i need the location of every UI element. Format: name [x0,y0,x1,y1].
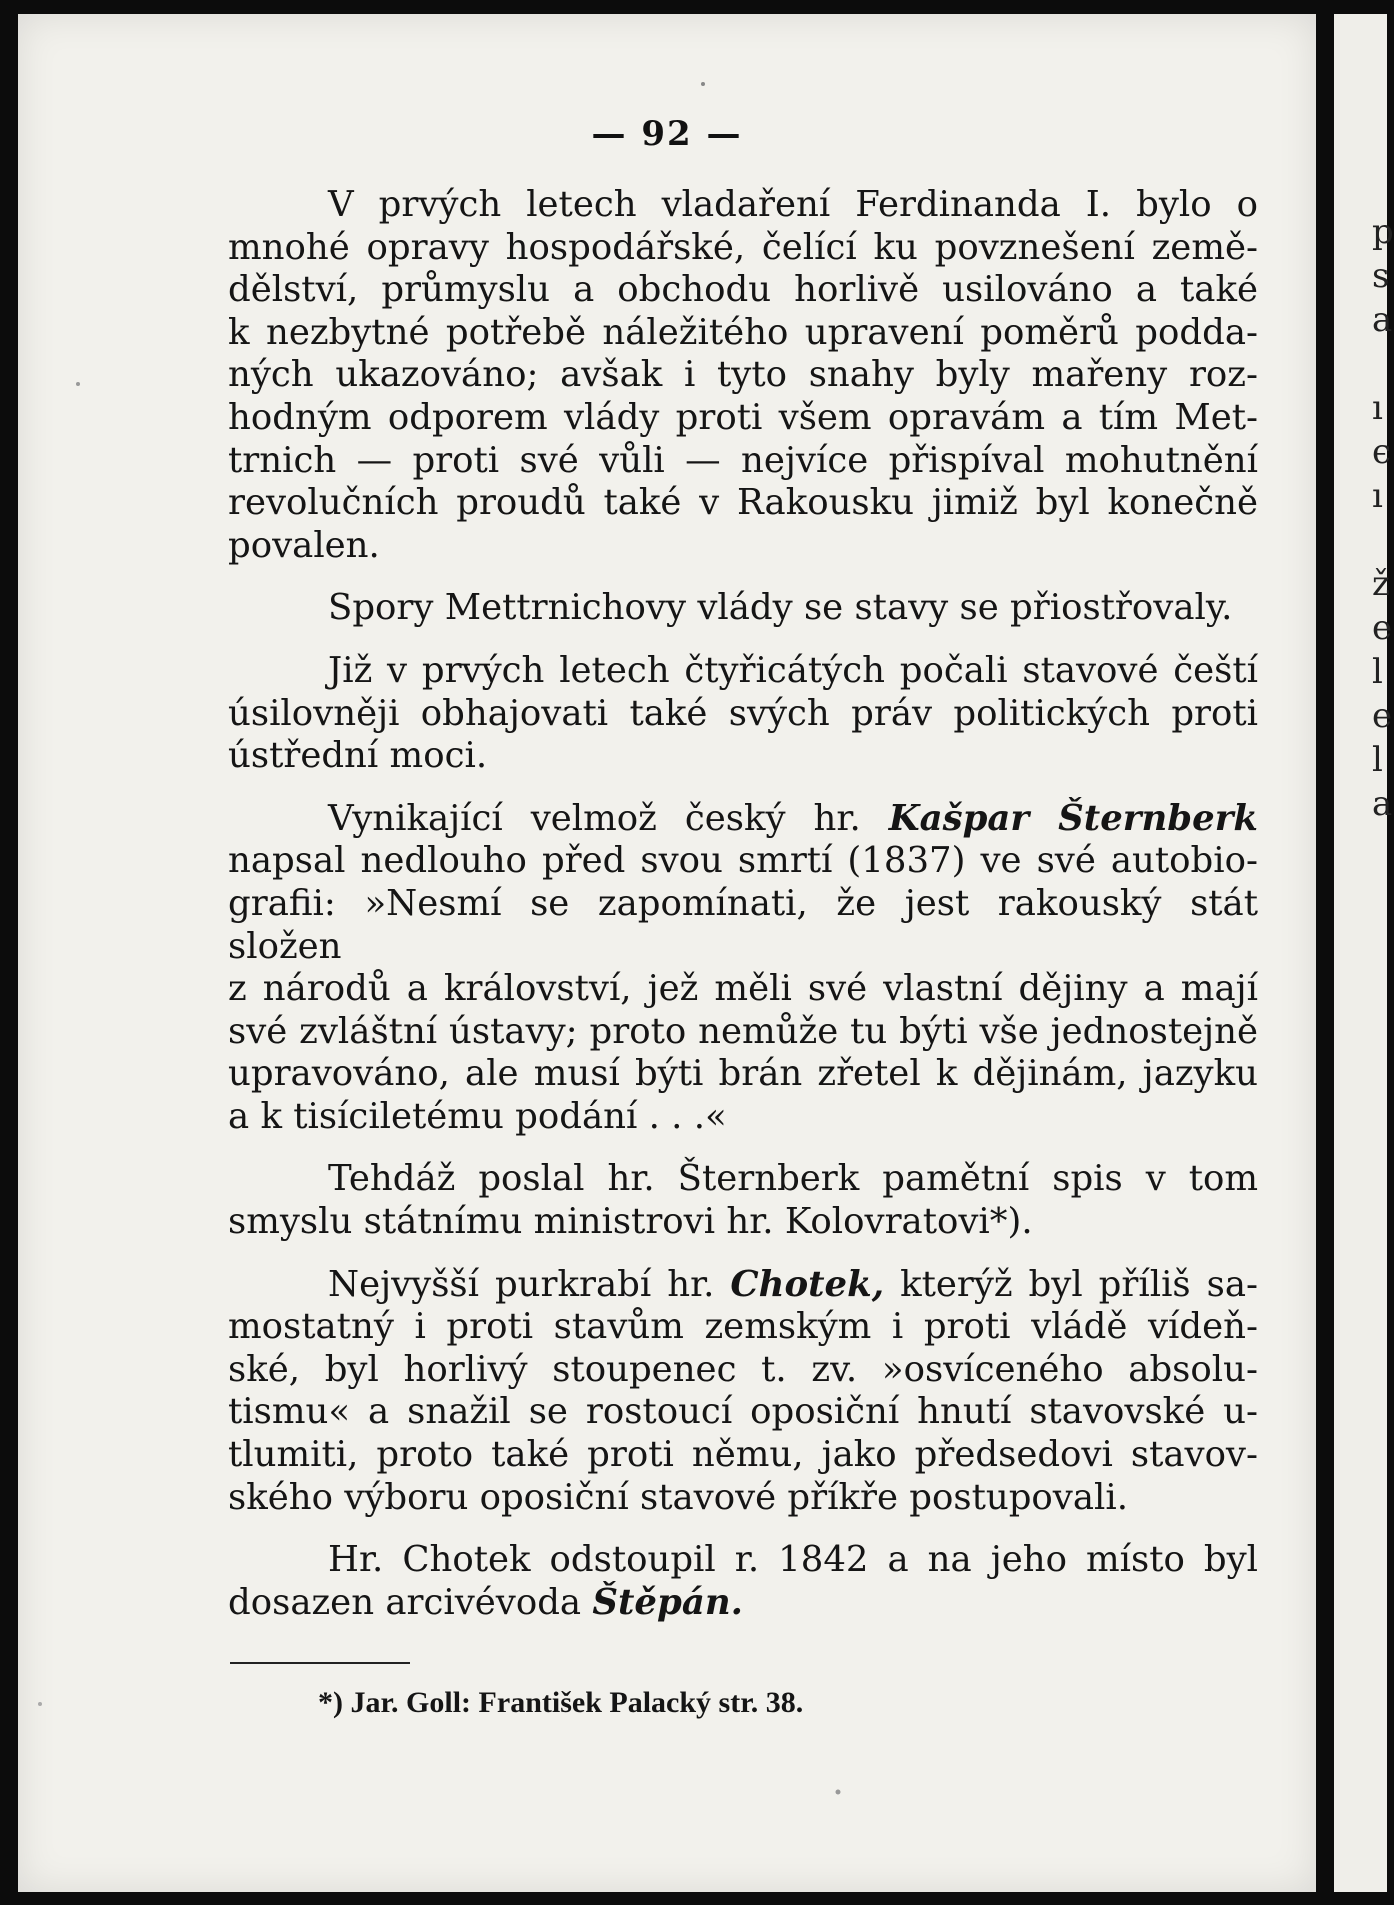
text-line: tlumiti, proto také proti němu, jako předsedovi stavov- [228,1434,1258,1476]
text-line: úsilovněji obhajovati také svých práv politických proti [228,692,1258,734]
body-text [228,184,1258,1644]
text-line [228,798,1258,841]
speck [76,382,80,386]
text-line: V prvých letech vladaření Ferdinanda I. bylo o [328,184,1258,225]
text-line: ných ukazováno; avšak i tyto snahy byly mařeny roz- [228,354,1258,396]
speck [38,1702,42,1706]
text-run: Vynikající velmož český hr. [328,797,889,839]
person-name: Kašpar Šternberk [888,797,1259,839]
footnote-divider [230,1662,410,1664]
text-line [228,1264,1258,1307]
text-line: své zvláštní ústavy; proto nemůže tu býti vše jednostejně [228,1010,1258,1052]
text-line: mostatný i proti stavům zemským i proti vládě vídeň- [228,1306,1258,1348]
text-line: ské, byl horlivý stoupenec t. zv. »osvíceného absolu- [228,1348,1258,1390]
person-name: Štěpán. [592,1581,744,1623]
book-gutter [1316,0,1334,1905]
facing-page-edge [1334,14,1394,1892]
paragraph-7 [228,1539,1258,1624]
text-line: revolučních proudů také v Rakousku jimiž byl konečně [228,482,1258,524]
text-line: ústřední moci. [228,735,488,777]
paragraph-6 [228,1264,1258,1520]
text-line: trnich — proti své vůli — nejvíce přispíval mohutnění [228,439,1258,481]
paragraph-2 [228,587,1258,630]
speck [701,82,705,86]
paragraph-1 [228,184,1258,567]
paragraph-5 [228,1158,1258,1243]
page-number: — 92 — [591,114,743,154]
speck [836,1790,841,1795]
text-line: tismu« a snažil se rostoucí oposiční hnutí stavovské u- [228,1391,1258,1433]
text-line: dělství, průmyslu a obchodu horlivě usilováno a také [228,269,1258,311]
text-line: upravováno, ale musí býti brán zřetel k dějinám, jazyku [228,1053,1258,1095]
text-line: a k tisíciletému podání . . .« [228,1095,727,1137]
text-line: Již v prvých letech čtyřicátých počali stavové čeští [328,649,1258,691]
text-line: Spory Mettrnichovy vlády se stavy se přiostřovaly. [328,587,1233,629]
text-line: grafii: »Nesmí se zapomínati, že jest rakouský stát složen [228,882,1258,967]
text-line: povalen. [228,524,380,566]
text-line: ského výboru oposiční stavové příkře postupovali. [228,1476,1129,1518]
footnote: *) Jar. Goll: František Palacký str. 38. [318,1686,804,1719]
facing-page-text: p s a ı є ı ž e l e l a [1372,212,1394,824]
text-line: napsal nedlouho před svou smrtí (1837) ve své autobio- [228,840,1258,882]
text-line [228,1582,1258,1625]
text-line: hodným odporem vlády proti všem opravám a tím Met- [228,396,1258,438]
text-line: z národů a království, jež měli své vlastní dějiny a mají [228,968,1258,1010]
text-line: mnohé opravy hospodářské, čelící ku povznešení země- [228,226,1258,268]
paragraph-4 [228,798,1258,1139]
paragraph-3 [228,650,1258,778]
text-line: Tehdáž poslal hr. Šternberk pamětní spis v tom [328,1158,1258,1200]
text-run: dosazen arcivévoda [228,1581,593,1623]
text-run: Nejvyšší purkrabí hr. [328,1263,731,1305]
text-line: smyslu státnímu ministrovi hr. Kolovratovi*). [228,1201,1033,1243]
book-page [18,14,1316,1892]
person-name: Chotek, [730,1263,885,1305]
text-run: kterýž byl příliš sa- [884,1263,1258,1305]
text-line: Hr. Chotek odstoupil r. 1842 a na jeho místo byl [328,1539,1258,1581]
text-line: k nezbytné potřebě náležitého upravení poměrů podda- [228,311,1258,353]
